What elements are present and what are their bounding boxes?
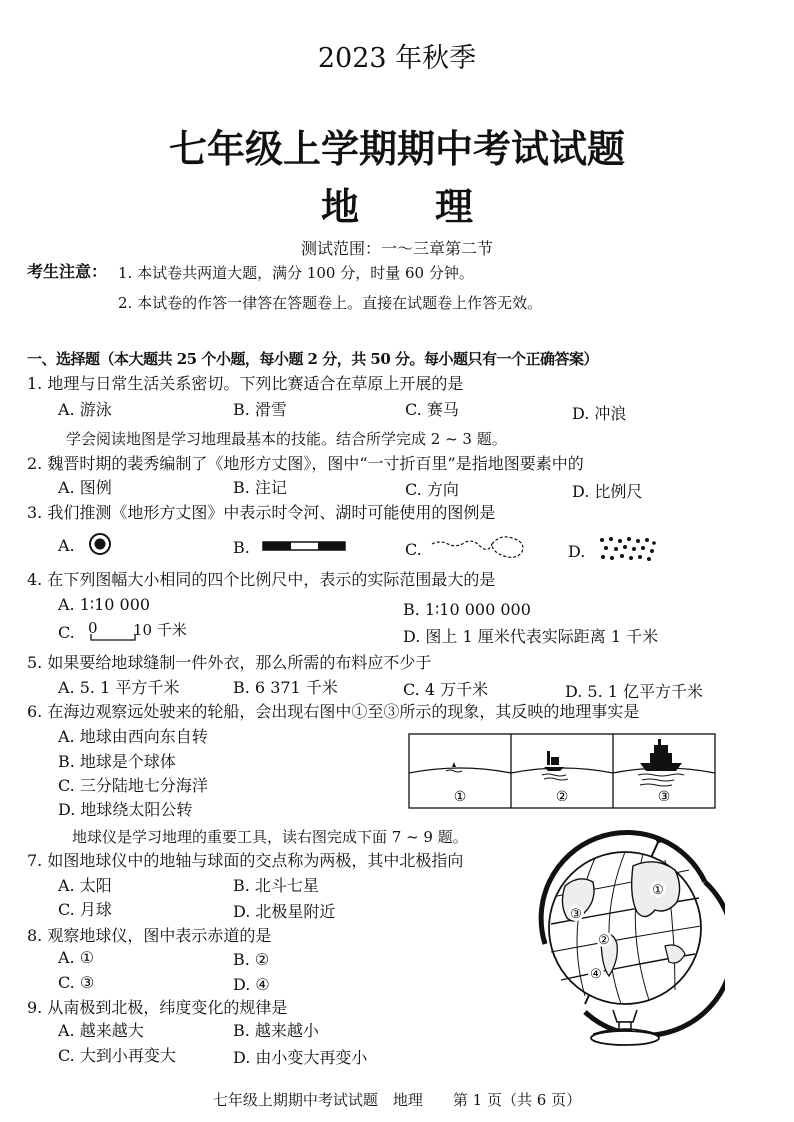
q5-stem: 5. 如果要给地球缝制一件外衣，那么所需的布料应不少于 bbox=[27, 653, 432, 672]
q9-stem: 9. 从南极到北极，纬度变化的规律是 bbox=[27, 998, 288, 1017]
q2-option-c: C. 方向 bbox=[405, 480, 459, 499]
exam-scope: 测试范围：一～三章第二节 bbox=[300, 239, 493, 258]
q3-option-c: C. bbox=[405, 540, 422, 559]
q5-option-a: A. 5. 1 平方千米 bbox=[58, 678, 180, 697]
scale-bar-distance: 10 千米 bbox=[133, 621, 187, 639]
q7-option-a: A. 太阳 bbox=[58, 876, 112, 895]
page-footer: 七年级上期期中考试试题 地理 第 1 页（共 6 页） bbox=[212, 1091, 582, 1109]
q3-stem: 3. 我们推测《地形方丈图》中表示时令河、湖时可能使用的图例是 bbox=[27, 503, 496, 522]
q3-option-d: D. bbox=[568, 542, 586, 561]
q1-stem: 1. 地理与日常生活关系密切。下列比赛适合在草原上开展的是 bbox=[27, 374, 464, 393]
q9-option-b: B. 越来越小 bbox=[233, 1021, 319, 1040]
q2-stem: 2. 魏晋时期的裴秀编制了《地形方丈图》，图中“一寸折百里”是指地图要素中的 bbox=[27, 454, 584, 473]
globe-label-3: ③ bbox=[570, 907, 582, 922]
q8-option-b: B. ② bbox=[233, 950, 270, 969]
q1-option-a: A. 游泳 bbox=[58, 400, 112, 419]
q3-option-b: B. bbox=[233, 538, 250, 557]
q6-option-d: D. 地球绕太阳公转 bbox=[58, 800, 193, 819]
q5-option-c: C. 4 万千米 bbox=[403, 680, 489, 699]
q1-option-c: C. 赛马 bbox=[405, 400, 459, 419]
ship-panel-2-label: ② bbox=[555, 789, 569, 805]
ship-horizon-figure bbox=[408, 733, 716, 809]
legend-seasonal-river-icon bbox=[430, 530, 530, 562]
notice-2: 2. 本试卷的作答一律答在答题卷上。直接在试题卷上作答无效。 bbox=[118, 294, 543, 312]
q6-option-b: B. 地球是个球体 bbox=[58, 752, 176, 771]
q4-option-b: B. 1∶10 000 000 bbox=[403, 600, 531, 619]
q9-option-c: C. 大到小再变大 bbox=[58, 1046, 176, 1065]
ship-panel-3-label: ③ bbox=[657, 789, 671, 805]
q4-stem: 4. 在下列图幅大小相同的四个比例尺中，表示的实际范围最大的是 bbox=[27, 570, 496, 589]
q4-option-a: A. 1∶10 000 bbox=[58, 595, 151, 614]
exam-term: 2023 年秋季 bbox=[317, 43, 477, 74]
globe-figure bbox=[525, 826, 725, 1048]
ship-panel-1-label: ① bbox=[453, 789, 467, 805]
notice-1: 1. 本试卷共两道大题，满分 100 分，时量 60 分钟。 bbox=[118, 264, 474, 282]
intro-q2-q3: 学会阅读地图是学习地理最基本的技能。结合所学完成 2 ~ 3 题。 bbox=[66, 430, 507, 448]
q8-stem: 8. 观察地球仪，图中表示赤道的是 bbox=[27, 926, 272, 945]
q5-option-b: B. 6 371 千米 bbox=[233, 678, 338, 697]
q9-option-d: D. 由小变大再变小 bbox=[233, 1048, 368, 1067]
q8-option-c: C. ③ bbox=[58, 973, 95, 992]
legend-dots-icon bbox=[598, 535, 658, 563]
q1-option-d: D. 冲浪 bbox=[572, 404, 627, 423]
q6-option-c: C. 三分陆地七分海洋 bbox=[58, 776, 208, 795]
legend-circle-icon bbox=[88, 532, 112, 556]
legend-railway-icon bbox=[262, 540, 346, 552]
q5-option-d: D. 5. 1 亿平方千米 bbox=[565, 682, 704, 701]
section-heading: 一、选择题（本大题共 25 个小题，每小题 2 分，共 50 分。每小题只有一个正确答案） bbox=[27, 350, 599, 368]
globe-label-2: ② bbox=[598, 933, 610, 948]
q6-option-a: A. 地球由西向东自转 bbox=[58, 727, 208, 746]
globe-label-4: ④ bbox=[590, 967, 602, 982]
q2-option-b: B. 注记 bbox=[233, 478, 287, 497]
q8-option-a: A. ① bbox=[58, 948, 95, 967]
exam-title: 七年级上学期期中考试试题 bbox=[168, 126, 625, 171]
q3-option-a: A. bbox=[58, 536, 75, 555]
q2-option-a: A. 图例 bbox=[58, 478, 112, 497]
q7-stem: 7. 如图地球仪中的地轴与球面的交点称为两极，其中北极指向 bbox=[27, 851, 464, 870]
q1-option-b: B. 滑雪 bbox=[233, 400, 287, 419]
q9-option-a: A. 越来越大 bbox=[58, 1021, 144, 1040]
q7-option-d: D. 北极星附近 bbox=[233, 902, 336, 921]
q7-option-b: B. 北斗七星 bbox=[233, 876, 319, 895]
notice-label: 考生注意： bbox=[27, 262, 108, 281]
intro-q7-q9: 地球仪是学习地理的重要工具，读右图完成下面 7 ~ 9 题。 bbox=[72, 828, 468, 846]
q6-stem: 6. 在海边观察远处驶来的轮船，会出现右图中①至③所示的现象，其反映的地理事实是 bbox=[27, 702, 640, 721]
exam-subject: 地 理 bbox=[320, 184, 473, 229]
q8-option-d: D. ④ bbox=[233, 975, 270, 994]
q4-option-d: D. 图上 1 厘米代表实际距离 1 千米 bbox=[403, 627, 659, 646]
scale-bar-icon bbox=[90, 634, 136, 642]
q4-option-c: C. bbox=[58, 623, 75, 642]
scale-bar-zero: 0 bbox=[88, 619, 98, 637]
globe-label-1: ① bbox=[652, 883, 664, 898]
q7-option-c: C. 月球 bbox=[58, 900, 112, 919]
q2-option-d: D. 比例尺 bbox=[572, 482, 643, 501]
